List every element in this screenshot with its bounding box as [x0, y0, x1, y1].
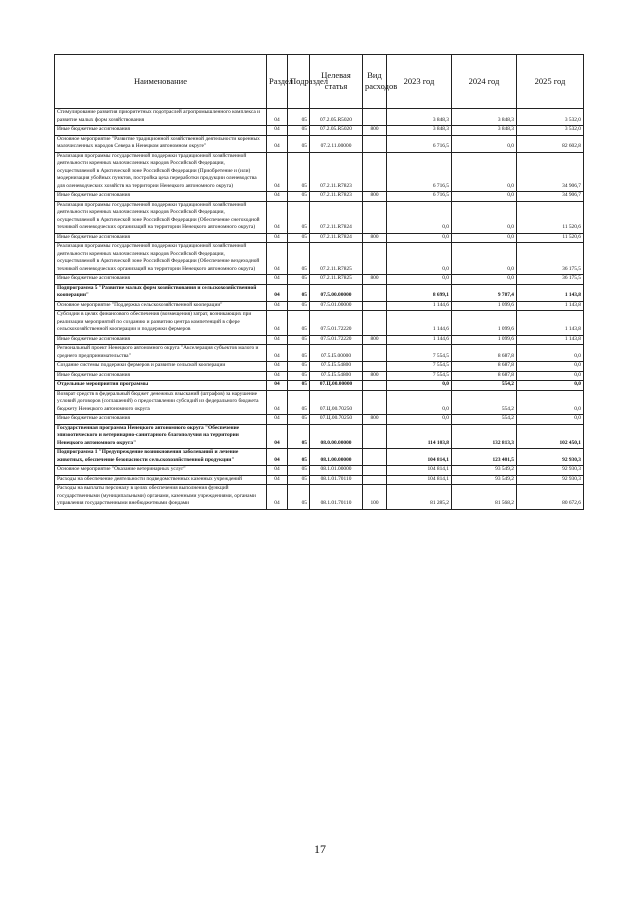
cell-name: Создание системы поддержки фермеров и развитие сельской кооперации	[55, 362, 267, 372]
cell-section: 04	[267, 243, 288, 275]
header-expense-type: Вид расходов	[363, 55, 387, 109]
cell-target: 07.5.I5.00000	[310, 345, 363, 362]
cell-target: 08.1.01.70110	[310, 475, 363, 485]
cell-year-2024: 123 401,5	[452, 449, 517, 466]
cell-target: 07.Ц.00.70250	[310, 390, 363, 415]
cell-target: 07.2.11.R7824	[310, 201, 363, 233]
cell-year-2024: 0,0	[452, 192, 517, 202]
cell-expense-type	[363, 135, 387, 152]
table-row	[55, 362, 584, 372]
cell-expense-type: 100	[363, 485, 387, 510]
cell-year-2023: 6 716,5	[387, 152, 452, 192]
cell-year-2023: 6 716,5	[387, 192, 452, 202]
cell-name: Реализация программы государственной поддержки традиционной хозяйственной деятельности коренных малочисленных народов Российской Федерации, осуществляемой в Арктической зоне Российской Федерации (Приобретение и (или) модернизация убойных пунктов, постройка цеха переработки продукции оленеводства для оленеводческих хозяйств на территории Ненецкого автономного округа)	[55, 152, 267, 192]
cell-year-2023: 104 814,1	[387, 449, 452, 466]
cell-target: 07.5.01.72220	[310, 335, 363, 345]
cell-subsection: 05	[288, 243, 310, 275]
cell-name: Иные бюджетные ассигнования	[55, 192, 267, 202]
cell-expense-type: 800	[363, 371, 387, 381]
cell-expense-type	[363, 345, 387, 362]
cell-year-2023: 1 144,6	[387, 335, 452, 345]
cell-expense-type	[363, 152, 387, 192]
cell-subsection: 05	[288, 335, 310, 345]
cell-name: Субсидии в целях финансового обеспечения (возмещения) затрат, возникающих при реализации мероприятий по созданию и развитию центра компетенций в сфере сельскохозяйственной кооперации и поддержки фермеров	[55, 311, 267, 336]
cell-expense-type: 800	[363, 233, 387, 243]
table-row	[55, 335, 584, 345]
cell-name: Иные бюджетные ассигнования	[55, 233, 267, 243]
cell-expense-type	[363, 243, 387, 275]
cell-year-2025: 0,0	[517, 345, 584, 362]
header-section: Раздел	[267, 55, 288, 109]
cell-target: 08.1.01.00000	[310, 466, 363, 476]
cell-year-2023: 0,0	[387, 381, 452, 391]
cell-year-2023: 3 848,3	[387, 126, 452, 136]
cell-name: Реализация программы государственной поддержки традиционной хозяйственной деятельности коренных малочисленных народов Российской Федерации, осуществляемой в Арктической зоне Российской Федерации (Обеспечение вездеходной техникой оленеводческих организаций на территории Ненецкого автономного округа)	[55, 243, 267, 275]
cell-subsection: 05	[288, 311, 310, 336]
table-row	[55, 390, 584, 415]
table-row	[55, 233, 584, 243]
cell-name: Стимулирование развития приоритетных подотраслей агропромышленного комплекса и развитие малых форм хозяйствования	[55, 109, 267, 126]
table-row	[55, 192, 584, 202]
cell-expense-type	[363, 466, 387, 476]
cell-subsection: 05	[288, 485, 310, 510]
cell-year-2025: 3 532,0	[517, 109, 584, 126]
cell-name: Расходы на выплаты персоналу в целях обеспечения выполнения функций государственными (муниципальными) органами, казенными учреждениями, органами управления государственными внебюджетными фондами	[55, 485, 267, 510]
table-row	[55, 275, 584, 285]
table-row	[55, 424, 584, 449]
header-year-2025: 2025 год	[517, 55, 584, 109]
cell-year-2023: 0,0	[387, 275, 452, 285]
cell-expense-type	[363, 424, 387, 449]
cell-section: 04	[267, 152, 288, 192]
cell-target: 07.5.01.72220	[310, 311, 363, 336]
cell-section: 04	[267, 485, 288, 510]
cell-name: Основное мероприятие "Развитие традиционной хозяйственной деятельности коренных малочисленных народов Севера в Ненецком автономном округе"	[55, 135, 267, 152]
table-row	[55, 301, 584, 311]
cell-year-2025: 34 906,7	[517, 192, 584, 202]
table-row	[55, 126, 584, 136]
cell-name: Основное мероприятие "Оказание ветеринарных услуг"	[55, 466, 267, 476]
cell-year-2023: 1 144,6	[387, 311, 452, 336]
cell-subsection: 05	[288, 475, 310, 485]
cell-year-2024: 554,2	[452, 381, 517, 391]
cell-year-2024: 1 099,6	[452, 301, 517, 311]
table-row	[55, 466, 584, 476]
cell-section: 04	[267, 109, 288, 126]
cell-name: Региональный проект Ненецкого автономного округа "Акселерация субъектов малого и среднего предпринимательства"	[55, 345, 267, 362]
cell-section: 04	[267, 201, 288, 233]
cell-target: 07.2.11.R7824	[310, 233, 363, 243]
cell-expense-type	[363, 381, 387, 391]
cell-subsection: 05	[288, 381, 310, 391]
cell-expense-type	[363, 301, 387, 311]
cell-subsection: 05	[288, 284, 310, 301]
cell-year-2023: 0,0	[387, 233, 452, 243]
cell-section: 04	[267, 301, 288, 311]
cell-year-2024: 1 099,6	[452, 335, 517, 345]
table-body	[55, 109, 584, 510]
cell-expense-type	[363, 311, 387, 336]
table-row	[55, 371, 584, 381]
cell-year-2023: 6 716,5	[387, 135, 452, 152]
cell-expense-type	[363, 362, 387, 372]
table-row	[55, 201, 584, 233]
cell-target: 07.Ц.00.70250	[310, 415, 363, 425]
cell-target: 07.5.00.00000	[310, 284, 363, 301]
cell-name: Основное мероприятие "Поддержка сельскохозяйственной кооперации"	[55, 301, 267, 311]
cell-year-2025: 92 930,3	[517, 466, 584, 476]
table-row	[55, 415, 584, 425]
cell-subsection: 05	[288, 109, 310, 126]
cell-name: Подпрограмма 1 "Предупреждение возникновения заболеваний и лечение животных, обеспечение безопасности сельскохозяйственной продукции"	[55, 449, 267, 466]
cell-year-2025: 3 532,0	[517, 126, 584, 136]
cell-target: 08.1.01.70110	[310, 485, 363, 510]
cell-year-2023: 0,0	[387, 415, 452, 425]
cell-target: 07.Ц.00.00000	[310, 381, 363, 391]
table-row	[55, 381, 584, 391]
page-number: 17	[314, 842, 326, 856]
cell-section: 04	[267, 424, 288, 449]
cell-name: Иные бюджетные ассигнования	[55, 335, 267, 345]
cell-year-2024: 3 848,3	[452, 109, 517, 126]
cell-year-2023: 3 848,3	[387, 109, 452, 126]
cell-year-2024: 8 687,8	[452, 371, 517, 381]
cell-subsection: 05	[288, 201, 310, 233]
cell-target: 07.2.11.R7825	[310, 243, 363, 275]
cell-section: 04	[267, 311, 288, 336]
cell-section: 04	[267, 126, 288, 136]
cell-year-2024: 132 813,3	[452, 424, 517, 449]
cell-year-2025: 92 930,3	[517, 475, 584, 485]
cell-year-2023: 1 144,6	[387, 301, 452, 311]
cell-year-2023: 114 103,8	[387, 424, 452, 449]
cell-target: 08.0.00.00000	[310, 424, 363, 449]
cell-section: 04	[267, 415, 288, 425]
cell-section: 04	[267, 449, 288, 466]
cell-expense-type	[363, 109, 387, 126]
cell-year-2024: 93 549,2	[452, 475, 517, 485]
cell-name: Иные бюджетные ассигнования	[55, 415, 267, 425]
cell-year-2023: 7 554,5	[387, 371, 452, 381]
cell-year-2025: 82 602,8	[517, 135, 584, 152]
cell-expense-type: 800	[363, 415, 387, 425]
cell-name: Расходы на обеспечение деятельности подведомственных казенных учреждений	[55, 475, 267, 485]
cell-name: Возврат средств в федеральный бюджет денежных взысканий (штрафов) за нарушение условий договоров (соглашений) о предоставлении субсидий из федерального бюджета бюджету Ненецкого автономного округа	[55, 390, 267, 415]
cell-subsection: 05	[288, 424, 310, 449]
cell-year-2023: 0,0	[387, 243, 452, 275]
cell-year-2024: 81 568,2	[452, 485, 517, 510]
cell-section: 04	[267, 345, 288, 362]
cell-year-2024: 0,0	[452, 275, 517, 285]
budget-table	[54, 54, 584, 510]
cell-year-2025: 1 143,8	[517, 301, 584, 311]
cell-year-2025: 36 175,5	[517, 243, 584, 275]
cell-section: 04	[267, 381, 288, 391]
cell-year-2024: 8 687,8	[452, 345, 517, 362]
header-target: Целевая статья	[310, 55, 363, 109]
cell-year-2025: 11 520,6	[517, 201, 584, 233]
cell-target: 07.2.05.R5020	[310, 109, 363, 126]
cell-year-2024: 0,0	[452, 233, 517, 243]
cell-subsection: 05	[288, 126, 310, 136]
cell-subsection: 05	[288, 135, 310, 152]
header-year-2023: 2023 год	[387, 55, 452, 109]
cell-year-2024: 0,0	[452, 243, 517, 275]
cell-expense-type: 800	[363, 335, 387, 345]
cell-subsection: 05	[288, 233, 310, 243]
cell-name: Иные бюджетные ассигнования	[55, 126, 267, 136]
table-row	[55, 109, 584, 126]
table-row	[55, 135, 584, 152]
cell-year-2024: 0,0	[452, 201, 517, 233]
cell-expense-type	[363, 201, 387, 233]
cell-year-2023: 104 814,1	[387, 466, 452, 476]
cell-year-2024: 554,2	[452, 415, 517, 425]
cell-target: 07.2.11.R7823	[310, 152, 363, 192]
cell-year-2023: 8 699,1	[387, 284, 452, 301]
cell-subsection: 05	[288, 192, 310, 202]
cell-year-2025: 11 520,6	[517, 233, 584, 243]
cell-year-2025: 1 143,8	[517, 284, 584, 301]
cell-subsection: 05	[288, 152, 310, 192]
cell-year-2025: 1 143,8	[517, 335, 584, 345]
cell-expense-type: 800	[363, 192, 387, 202]
cell-section: 04	[267, 135, 288, 152]
cell-target: 08.1.00.00000	[310, 449, 363, 466]
cell-subsection: 05	[288, 371, 310, 381]
table-row	[55, 243, 584, 275]
cell-subsection: 05	[288, 345, 310, 362]
cell-year-2023: 0,0	[387, 201, 452, 233]
table-row	[55, 475, 584, 485]
table-row	[55, 449, 584, 466]
cell-target: 07.2.11.R7825	[310, 275, 363, 285]
cell-section: 04	[267, 275, 288, 285]
cell-name: Иные бюджетные ассигнования	[55, 371, 267, 381]
cell-year-2023: 7 554,5	[387, 362, 452, 372]
cell-section: 04	[267, 390, 288, 415]
cell-year-2024: 0,0	[452, 152, 517, 192]
cell-subsection: 05	[288, 466, 310, 476]
cell-target: 07.5.01.00000	[310, 301, 363, 311]
cell-year-2024: 0,0	[452, 135, 517, 152]
cell-year-2025: 102 450,1	[517, 424, 584, 449]
cell-target: 07.5.I5.54800	[310, 362, 363, 372]
cell-year-2025: 92 930,3	[517, 449, 584, 466]
cell-name: Подпрограмма 5 "Развитие малых форм хозяйствования и сельскохозяйственной кооперации"	[55, 284, 267, 301]
cell-name: Реализация программы государственной поддержки традиционной хозяйственной деятельности коренных малочисленных народов Российской Федерации, осуществляемой в Арктической зоне Российской Федерации (Обеспечение снегоходной техникой оленеводческих организаций на территории Ненецкого автономного округа)	[55, 201, 267, 233]
cell-expense-type: 800	[363, 275, 387, 285]
cell-section: 04	[267, 475, 288, 485]
cell-expense-type: 800	[363, 126, 387, 136]
cell-target: 07.5.I5.54800	[310, 371, 363, 381]
table-row	[55, 311, 584, 336]
table-header	[55, 55, 584, 109]
cell-subsection: 05	[288, 415, 310, 425]
cell-year-2025: 0,0	[517, 390, 584, 415]
cell-section: 04	[267, 371, 288, 381]
cell-year-2023: 7 554,5	[387, 345, 452, 362]
cell-section: 04	[267, 284, 288, 301]
cell-expense-type	[363, 449, 387, 466]
header-name: Наименование	[55, 55, 267, 109]
cell-section: 04	[267, 362, 288, 372]
cell-year-2024: 93 549,2	[452, 466, 517, 476]
table-row	[55, 284, 584, 301]
cell-year-2025: 0,0	[517, 415, 584, 425]
cell-year-2023: 81 285,2	[387, 485, 452, 510]
cell-subsection: 05	[288, 275, 310, 285]
cell-target: 07.2.11.00000	[310, 135, 363, 152]
cell-year-2023: 104 814,1	[387, 475, 452, 485]
cell-expense-type	[363, 390, 387, 415]
cell-expense-type	[363, 475, 387, 485]
cell-year-2025: 1 143,8	[517, 311, 584, 336]
cell-section: 04	[267, 233, 288, 243]
cell-year-2024: 9 787,4	[452, 284, 517, 301]
header-subsection: Подраздел	[288, 55, 310, 109]
cell-year-2025: 0,0	[517, 381, 584, 391]
cell-year-2025: 34 906,7	[517, 152, 584, 192]
cell-subsection: 05	[288, 390, 310, 415]
cell-name: Отдельные мероприятия программы	[55, 381, 267, 391]
cell-subsection: 05	[288, 449, 310, 466]
table-row	[55, 152, 584, 192]
cell-year-2025: 0,0	[517, 371, 584, 381]
cell-subsection: 05	[288, 301, 310, 311]
cell-target: 07.2.05.R5020	[310, 126, 363, 136]
cell-year-2025: 36 175,5	[517, 275, 584, 285]
cell-expense-type	[363, 284, 387, 301]
cell-year-2024: 8 687,8	[452, 362, 517, 372]
cell-name: Государственная программа Ненецкого автономного округа "Обеспечение эпизоотического и ветеринарно-санитарного благополучия на территории Ненецкого автономного округа"	[55, 424, 267, 449]
cell-year-2024: 3 848,3	[452, 126, 517, 136]
cell-name: Иные бюджетные ассигнования	[55, 275, 267, 285]
table-row	[55, 345, 584, 362]
cell-target: 07.2.11.R7823	[310, 192, 363, 202]
cell-year-2024: 554,2	[452, 390, 517, 415]
cell-section: 04	[267, 335, 288, 345]
cell-year-2023: 0,0	[387, 390, 452, 415]
cell-year-2025: 80 672,6	[517, 485, 584, 510]
cell-year-2025: 0,0	[517, 362, 584, 372]
cell-section: 04	[267, 192, 288, 202]
cell-subsection: 05	[288, 362, 310, 372]
table-row	[55, 485, 584, 510]
cell-section: 04	[267, 466, 288, 476]
header-year-2024: 2024 год	[452, 55, 517, 109]
cell-year-2024: 1 099,6	[452, 311, 517, 336]
